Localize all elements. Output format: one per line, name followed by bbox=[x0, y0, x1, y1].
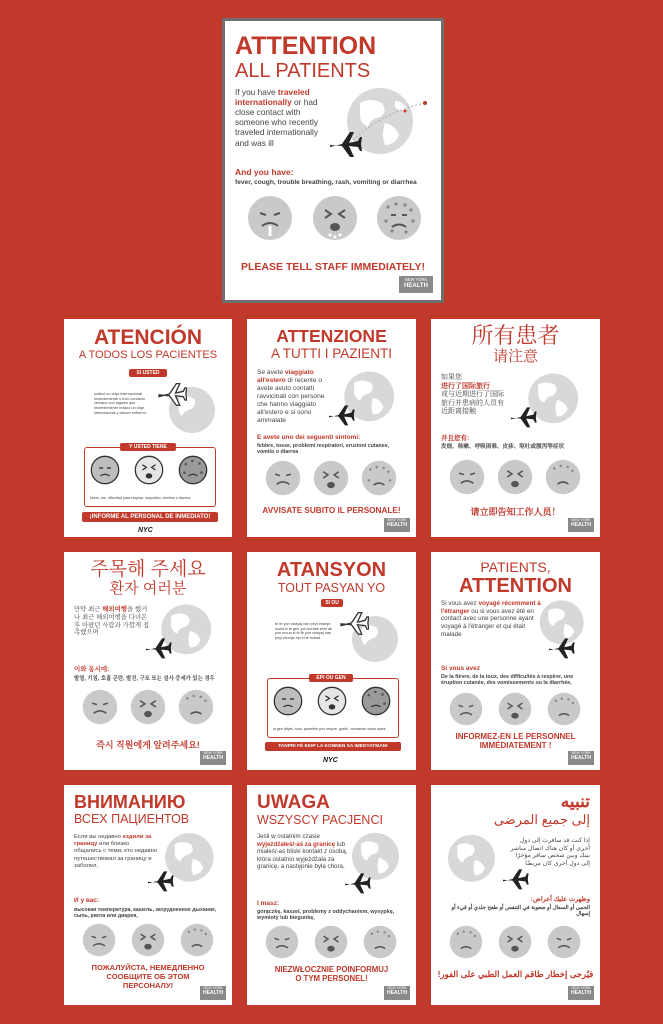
airplane-icon bbox=[328, 129, 362, 159]
airplane-icon bbox=[501, 867, 529, 891]
french-body: Si vous avez voyagé récemment à l'étranger ou si vous avez été en contact avec une personne ayant voyagé à l'étranger et qui était malade bbox=[441, 600, 541, 638]
poster-polish bbox=[247, 785, 416, 1005]
chinese-title: 所有患者 bbox=[471, 323, 560, 348]
coughing-face-icon bbox=[498, 925, 532, 959]
coughing-face-icon bbox=[313, 460, 349, 496]
nyc-health-badge: NEW YORK HEALTH bbox=[568, 518, 594, 532]
symptom-faces bbox=[82, 923, 214, 957]
rash-face-icon bbox=[547, 692, 581, 726]
french-subtitle: ATTENTION bbox=[459, 574, 572, 597]
rash-face-icon bbox=[361, 460, 397, 496]
haitian-title: ATANSYON bbox=[276, 559, 387, 581]
spanish-title: ATENCIÓN bbox=[93, 326, 203, 349]
poster-arabic bbox=[431, 785, 600, 1005]
main-cta: PLEASE TELL STAFF IMMEDIATELY! bbox=[241, 261, 425, 273]
polish-symptoms: gorączkę, kaszel, problemy z oddychaniem, wysypkę, wymioty lub biegunkę, bbox=[257, 909, 395, 921]
airplane-icon bbox=[327, 403, 355, 427]
airplane-icon bbox=[146, 869, 174, 893]
french-symptoms-label: Si vous avez bbox=[441, 665, 481, 672]
korean-subtitle: 환자 여러분 bbox=[109, 580, 187, 597]
nyc-health-badge: NEW YORK HEALTH bbox=[200, 986, 226, 1000]
russian-body: Если вы недавно ездили за границу или близко общались с теми, кто недавно путешествовал за границу и заболел, bbox=[74, 834, 158, 869]
coughing-face-icon bbox=[134, 455, 164, 485]
rash-face-icon bbox=[361, 686, 391, 716]
main-symptoms: fever, cough, trouble breathing, rash, vomiting or diarrhea bbox=[235, 179, 417, 186]
nyc-logo: NYC bbox=[138, 527, 153, 534]
nyc-logo: NYC bbox=[323, 757, 338, 764]
haitian-tag-if: SI OU bbox=[321, 599, 343, 607]
arabic-subtitle: إلى جميع المرضى bbox=[493, 812, 590, 827]
sick-face-icon bbox=[547, 925, 581, 959]
haitian-tag-and: EPI OU GEN bbox=[309, 674, 353, 682]
poster-italian bbox=[247, 319, 416, 537]
main-body: If you have traveled internationally or had close contact with someone who recently traveled internationally and was ill bbox=[235, 87, 319, 148]
haitian-symptoms: la gen lafyèv, tous, pwoblèm pou respire, gratèl, vomisman oswa dyare bbox=[273, 727, 386, 731]
airplane-icon bbox=[343, 871, 371, 895]
chinese-cta: 请立即告知工作人员！ bbox=[470, 507, 561, 517]
korean-title: 주목해 주세요 bbox=[90, 559, 206, 580]
airplane-icon bbox=[144, 636, 172, 660]
nyc-health-badge: NEW YORK HEALTH bbox=[384, 986, 410, 1000]
rash-face-icon bbox=[178, 689, 214, 725]
korean-body: 만약 최근 해외여행을 했거나 최근 해외여행을 다녀온 후 아팠던 사람과 가깝게 접촉했으며 bbox=[74, 606, 150, 637]
french-cta: INFORMEZ-EN LE PERSONNEL IMMÉDIATEMENT ! bbox=[455, 732, 576, 750]
symptom-faces bbox=[449, 925, 581, 959]
spanish-tag-and: Y USTED TIENE bbox=[120, 443, 176, 451]
russian-subtitle: ВСЕХ ПАЦИЕНТОВ bbox=[74, 812, 190, 826]
polish-cta: NIEZWŁOCZNIE POINFORMUJ O TYM PERSONEL! bbox=[274, 965, 389, 983]
nyc-health-badge: NEW YORK HEALTH bbox=[568, 751, 594, 765]
symptom-faces bbox=[82, 689, 214, 725]
french-symptoms: De la fièvre, de la toux, des difficultés à respirer, une éruption cutanée, des vomissements ou la diarrhée, bbox=[441, 674, 574, 686]
spanish-cta: ¡INFORME AL PERSONAL DE INMEDIATO! bbox=[82, 512, 218, 522]
polish-title: UWAGA bbox=[257, 792, 330, 813]
nyc-health-badge: NEW YORK HEALTH bbox=[200, 751, 226, 765]
main-subtitle: ALL PATIENTS bbox=[235, 60, 371, 82]
russian-cta: ПОЖАЛУЙСТА, НЕМЕДЛЕННО СООБЩИТЕ ОБ ЭТОМ ПЕРСОНАЛУ! bbox=[91, 963, 205, 990]
poster-haitian-creole bbox=[247, 552, 416, 770]
poster-chinese bbox=[431, 319, 600, 537]
main-poster-english bbox=[222, 18, 444, 303]
haitian-cta: TANPRI FÈ EKIP LA KONNEN SA IMEDYATMAN! bbox=[265, 742, 401, 751]
nyc-health-badge: NEW YORK HEALTH bbox=[568, 986, 594, 1000]
korean-symptoms: 발열, 기침, 호흡 곤란, 발진, 구토 또는 설사 증세가 있는 경우 bbox=[74, 676, 215, 682]
spanish-body: realizó un viaje internacional recientemente o tuvo contacto cercano con alguien que recientemente realizó un viaje internacional y estuvo enfermo. bbox=[94, 392, 147, 415]
chinese-symptoms-label: 并且您有: bbox=[441, 435, 470, 442]
nyc-health-badge: NEW YORK HEALTH bbox=[399, 276, 433, 293]
rash-face-icon bbox=[449, 925, 483, 959]
airplane-icon bbox=[509, 405, 537, 429]
sick-face-icon bbox=[265, 925, 299, 959]
arabic-title: تنبيه bbox=[560, 792, 590, 811]
rash-face-icon bbox=[545, 459, 581, 495]
italian-cta: AVVISATE SUBITO IL PERSONALE! bbox=[262, 506, 401, 515]
italian-symptoms: febbre, tosse, problemi respiratori, eruzioni cutanee, vomito o diarrea bbox=[257, 443, 390, 455]
symptom-faces bbox=[90, 455, 208, 485]
italian-symptoms-label: E avete uno dei seguenti sintomi: bbox=[257, 434, 361, 441]
arabic-body: إذا كنت قد سافرت إلى دول أخرى أو كان هناك اتصال مباشر بينك وبين شخص سافر مؤخرًا إلى دول أخرى كان مريضًا bbox=[510, 837, 590, 867]
arabic-symptoms-label: وظهرت عليك أعراض: bbox=[530, 896, 590, 903]
symptom-faces bbox=[273, 686, 391, 716]
main-symptoms-label: And you have: bbox=[235, 167, 294, 177]
rash-face-icon bbox=[178, 455, 208, 485]
spanish-tag-if: SI USTED bbox=[129, 369, 167, 377]
haitian-body: te fè yon vwayaj nan peyi etranje oswa w te gen yon kontak sere ak yon moun ki te fè yon vwayaj nan peyi etranje epi ki te malad. bbox=[275, 622, 333, 640]
spanish-subtitle: A TODOS LOS PACIENTES bbox=[78, 349, 218, 361]
korean-symptoms-label: 이와 동시에: bbox=[74, 666, 110, 673]
poster-spanish bbox=[64, 319, 232, 537]
sick-face-icon bbox=[90, 455, 120, 485]
airplane-icon bbox=[339, 610, 369, 636]
polish-symptoms-label: I masz: bbox=[257, 900, 280, 907]
poster-french bbox=[431, 552, 600, 770]
airplane-icon bbox=[157, 381, 187, 407]
rash-face-icon bbox=[376, 195, 422, 241]
russian-symptoms: высокая температура, кашель, затрудненное дыхание, сыпь, рвота или диарея, bbox=[74, 907, 217, 919]
french-title: PATIENTS, bbox=[480, 559, 551, 575]
poster-korean bbox=[64, 552, 232, 770]
sick-face-icon bbox=[247, 195, 293, 241]
symptom-faces bbox=[265, 460, 397, 496]
sick-face-icon bbox=[265, 460, 301, 496]
coughing-face-icon bbox=[130, 689, 166, 725]
coughing-face-icon bbox=[131, 923, 165, 957]
rash-face-icon bbox=[363, 925, 397, 959]
polish-subtitle: WSZYSCY PACJENCI bbox=[257, 813, 383, 827]
polish-body: Jeśli w ostatnim czasie wyjeżdżałeś/-aś za granicę lub miałeś/-aś bliski kontakt z osobą, która ostatnio wyjeżdżała za granicę, a następnie była chora, bbox=[257, 833, 348, 871]
sick-face-icon bbox=[273, 686, 303, 716]
coughing-face-icon bbox=[317, 686, 347, 716]
sick-face-icon bbox=[82, 689, 118, 725]
arabic-cta: فيُرجى إخطار طاقم العمل الطبي على الفور! bbox=[437, 969, 594, 979]
symptom-faces bbox=[449, 692, 581, 726]
italian-body: Se avete viaggiato all'estero di recente o avete avuto contatti ravvicinati con persone che hanno viaggiato all'estero e si sono ammalate bbox=[257, 369, 325, 425]
chinese-body: 如果您 进行了国际旅行 或与近期进行了国际旅行并患病的人员有近距离接触 bbox=[441, 374, 504, 416]
coughing-face-icon bbox=[498, 692, 532, 726]
sick-face-icon bbox=[449, 459, 485, 495]
haitian-subtitle: TOUT PASYAN YO bbox=[277, 581, 386, 595]
coughing-face-icon bbox=[312, 195, 358, 241]
globe-icon bbox=[443, 831, 507, 885]
chinese-symptoms: 发烧、咳嗽、呼吸困难、皮疹、呕吐或腹泻等症状 bbox=[441, 444, 565, 450]
rash-face-icon bbox=[180, 923, 214, 957]
nyc-health-badge: NEW YORK HEALTH bbox=[384, 518, 410, 532]
airplane-icon bbox=[547, 636, 575, 660]
chinese-subtitle: 请注意 bbox=[492, 348, 538, 365]
italian-title: ATTENZIONE bbox=[276, 326, 387, 346]
main-title: ATTENTION bbox=[235, 32, 377, 60]
korean-cta: 즉시 직원에게 알려주세요! bbox=[96, 740, 200, 750]
symptom-faces bbox=[247, 195, 422, 241]
russian-symptoms-label: И у вас: bbox=[74, 897, 100, 904]
coughing-face-icon bbox=[497, 459, 533, 495]
sick-face-icon bbox=[82, 923, 116, 957]
sick-face-icon bbox=[449, 692, 483, 726]
symptom-faces bbox=[265, 925, 397, 959]
poster-russian bbox=[64, 785, 232, 1005]
italian-subtitle: A TUTTI I PAZIENTI bbox=[270, 345, 392, 361]
arabic-symptoms: الحمى أو السعال أو صعوبة في التنفس أو طفح جلدي أو قيء أو إسهال bbox=[451, 905, 590, 917]
russian-title: ВНИМАНИЮ bbox=[74, 792, 186, 812]
spanish-symptoms: fiebre, tos, dificultad para respirar, sarpullido, vómitos o diarrea. bbox=[90, 496, 192, 500]
symptom-faces bbox=[449, 459, 581, 495]
coughing-face-icon bbox=[314, 925, 348, 959]
